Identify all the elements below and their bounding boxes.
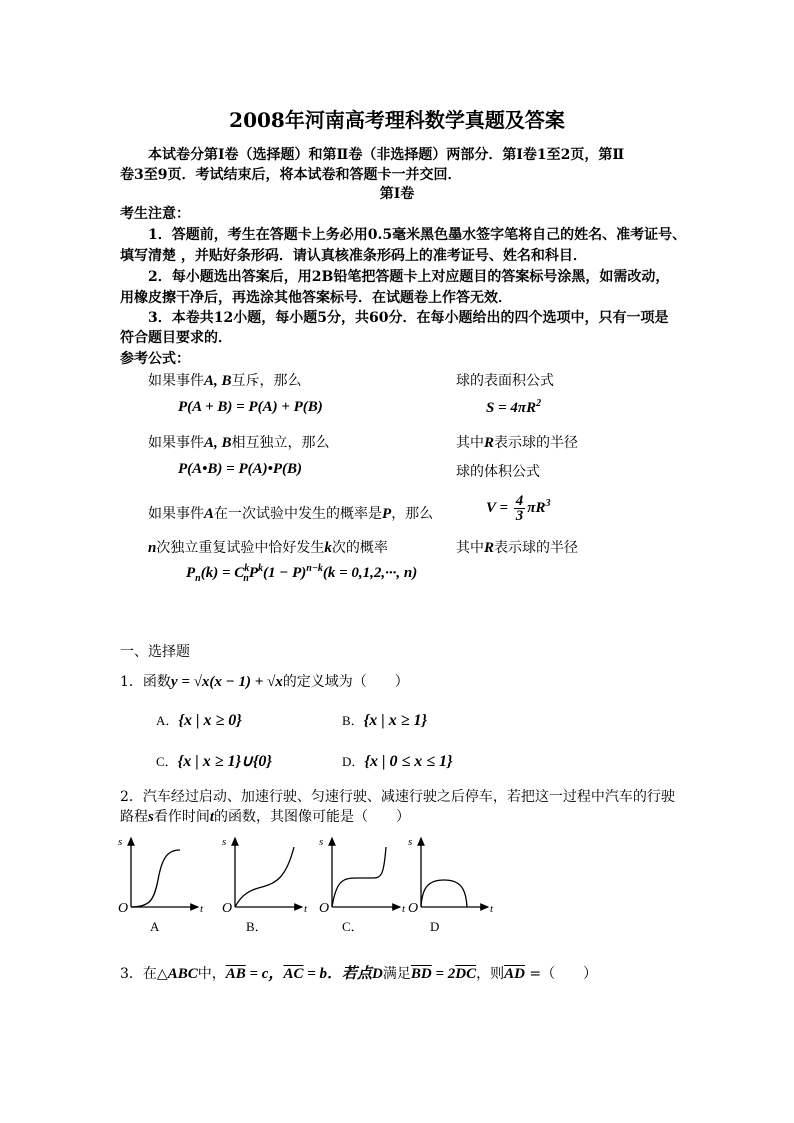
notice-heading: 考生注意： — [120, 206, 190, 222]
axis-label-t: t — [402, 903, 406, 915]
axis-label-t: t — [490, 903, 494, 915]
formula-right-2: 其中R表示球的半径 — [456, 435, 579, 451]
graph-d — [408, 836, 494, 934]
notice-line: 填写清楚 ，并贴好条形码．请认真核准条形码上的准考证号、姓名和科目． — [120, 248, 587, 264]
section-heading: 第Ⅰ卷 — [379, 186, 415, 202]
formula-sphere-area: $S = 4\pi R^2$ — [486, 398, 542, 416]
question-1-stem: 1．函数y = √x(x − 1) + √x的定义域为（ ） — [120, 674, 409, 690]
q2-graphs — [110, 832, 510, 942]
graph-label-a: A — [150, 919, 160, 934]
axis-label-t: t — [304, 903, 308, 915]
formula-text-1: 如果事件A, B互斥，那么 — [148, 373, 302, 389]
formula-text-2: 如果事件A, B相互独立，那么 — [148, 435, 330, 451]
formula-text-4: n次独立重复试验中恰好发生k次的概率 — [148, 540, 388, 556]
axis-label-s: s — [319, 836, 324, 848]
graph-label-b: B． — [246, 919, 268, 934]
page-title: 2008年河南高考理科数学真题及答案 — [229, 108, 565, 132]
q1-option-d: D．{x | 0 ≤ x ≤ 1} — [342, 753, 453, 770]
q1-option-b: B．{x | x ≥ 1} — [342, 712, 428, 729]
curve-a — [131, 850, 180, 907]
curve-b — [235, 847, 294, 907]
origin-label: O — [408, 901, 419, 916]
part-heading: 一、选择题 — [120, 644, 190, 660]
graph-c — [319, 836, 406, 934]
notice-line: 2．每小题选出答案后，用2B铅笔把答题卡上对应题目的答案标号涂黑，如需改动， — [148, 269, 670, 285]
origin-label: O — [222, 901, 233, 916]
graph-a — [118, 836, 204, 934]
graph-label-d: D — [430, 919, 440, 934]
graph-b — [222, 836, 308, 934]
notice-line: 符合题目要求的． — [120, 330, 232, 346]
notice-line: 1．答题前，考生在答题卡上务必用0.5毫米黑色墨水签字笔将自己的姓名、准考证号、 — [148, 227, 687, 243]
origin-label: O — [319, 901, 330, 916]
axis-label-s: s — [118, 836, 123, 848]
axis-label-t: t — [200, 903, 204, 915]
curve-c — [332, 847, 386, 907]
graph-label-c: C． — [342, 919, 364, 934]
formula-right-1: 球的表面积公式 — [456, 373, 554, 389]
notice-line: 3．本卷共12小题，每小题5分，共60分．在每小题给出的四个选项中，只有一项是 — [148, 310, 669, 326]
formula-multiplication: P(A•B) = P(A)•P(B) — [178, 461, 303, 477]
intro-line-1: 本试卷分第Ⅰ卷（选择题）和第Ⅱ卷（非选择题）两部分．第Ⅰ卷1至2页，第Ⅱ — [148, 147, 625, 163]
q1-option-a: A．{x | x ≥ 0} — [156, 712, 242, 729]
intro-line-2: 卷3至9页．考试结束后，将本试卷和答题卡一并交回． — [120, 167, 462, 183]
formula-addition: P(A + B) = P(A) + P(B) — [178, 399, 323, 415]
formula-right-4: 其中R表示球的半径 — [456, 540, 579, 556]
curve-d — [421, 880, 467, 907]
formula-text-3: 如果事件A在一次试验中发生的概率是P，那么 — [148, 506, 434, 522]
question-2-line-2: 路程s看作时间t的函数，其图像可能是（ ） — [120, 809, 411, 825]
notice-line: 用橡皮擦干净后，再选涂其他答案标号．在试题卷上作答无效． — [120, 290, 512, 306]
formula-binomial: $P_n(k) = C^k_nP^k(1 - P)^{n-k}(k = 0,1,2,\cdot\cdot\cdot$, n) — [186, 563, 418, 584]
formula-heading: 参考公式： — [120, 351, 190, 367]
formula-right-3: 球的体积公式 — [456, 464, 540, 480]
question-2-line-1: 2．汽车经过启动、加速行驶、匀速行驶、减速行驶之后停车，若把这一过程中汽车的行驶 — [120, 789, 675, 805]
formula-sphere-volume: V = $\frac{4}{3}$ $\pi R^3$ — [486, 493, 551, 524]
q1-option-c: C．{x | x ≥ 1}∪{0} — [156, 753, 272, 770]
origin-label: O — [118, 901, 129, 916]
question-3-stem: 3．在△ABC中，$\overline{AB} = c$，$\overline{AC} = b$．若点D满足$\overline{BD} = 2\overline{DC}$，则$\overline{AD}$ =（ ） — [120, 966, 598, 982]
axis-label-s: s — [408, 836, 413, 848]
axis-label-s: s — [222, 836, 227, 848]
